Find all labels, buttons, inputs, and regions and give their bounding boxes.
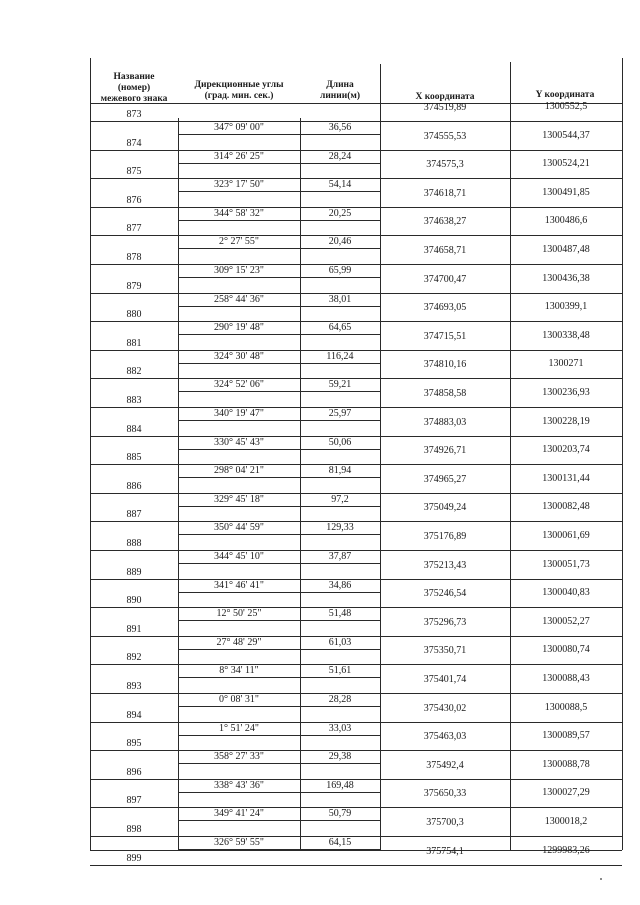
directional-angle: 329° 45' 18" [214, 493, 264, 505]
line-length: 61,03 [328, 636, 352, 648]
point-name: 880 [126, 309, 142, 321]
line-length: 59,21 [328, 379, 352, 391]
x-coordinate: 375463,03 [423, 731, 467, 743]
y-coordinate: 1300487,48 [542, 244, 590, 255]
directional-angle: 344° 58' 32" [214, 207, 264, 219]
header-angle-column [178, 80, 300, 102]
point-name: 897 [126, 795, 142, 807]
x-coordinate: 374658,71 [423, 245, 467, 256]
segment-rule [178, 677, 380, 678]
line-length: 81,94 [328, 465, 352, 477]
y-coordinate: 1300491,85 [542, 186, 590, 198]
y-coordinate: 1300061,69 [542, 530, 590, 541]
directional-angle: 358° 27' 33" [214, 751, 264, 763]
directional-angle: 338° 43' 36" [214, 779, 264, 791]
table-col-divider-2 [300, 118, 301, 850]
directional-angle: 341° 46' 41" [214, 579, 264, 591]
line-length: 129,33 [326, 522, 354, 534]
line-length: 54,14 [328, 179, 352, 191]
directional-angle: 258° 44' 36" [214, 293, 264, 305]
table-col-divider-4 [510, 62, 511, 850]
point-name: 898 [126, 824, 142, 835]
x-coordinate: 375430,02 [423, 702, 467, 714]
header-angle-line-2: (град. мин. сек.) [204, 91, 274, 101]
segment-rule [178, 163, 380, 164]
segment-rule [178, 592, 380, 593]
directional-angle: 340° 19' 47" [214, 408, 264, 419]
segment-rule [178, 477, 380, 478]
line-length: 36,56 [328, 122, 352, 133]
x-coordinate: 375754,1 [426, 845, 464, 857]
line-length: 169,48 [326, 779, 354, 791]
x-coordinate: 374810,16 [423, 359, 467, 371]
segment-rule [178, 620, 380, 621]
x-coordinate: 375176,89 [423, 531, 467, 542]
x-coordinate: 374693,05 [423, 302, 467, 314]
x-coordinate: 375650,33 [423, 788, 467, 800]
y-coordinate: 1300088,5 [544, 701, 588, 713]
line-length: 64,65 [328, 322, 352, 334]
header-name-line-2: (номер) [117, 83, 151, 93]
line-length: 97,2 [331, 493, 349, 505]
y-coordinate: 1300082,48 [542, 501, 590, 513]
directional-angle: 298° 04' 21" [214, 465, 264, 477]
line-length: 33,03 [328, 722, 352, 734]
segment-rule [178, 735, 380, 736]
x-coordinate: 374575,3 [426, 159, 464, 171]
point-name: 879 [126, 280, 142, 292]
x-coordinate: 375296,73 [423, 616, 467, 628]
directional-angle: 324° 52' 06" [214, 379, 264, 391]
segment-rule [178, 363, 380, 364]
y-coordinate: 1299983,26 [542, 844, 590, 856]
point-name: 890 [126, 595, 142, 607]
point-name: 891 [126, 623, 142, 635]
x-coordinate: 375401,74 [423, 674, 467, 685]
directional-angle: 324° 30' 48" [214, 350, 264, 362]
y-coordinate: 1300436,38 [542, 272, 590, 284]
point-name: 878 [126, 252, 142, 263]
line-length: 38,01 [328, 293, 352, 305]
x-coordinate: 375700,3 [426, 817, 464, 828]
y-coordinate: 1300524,21 [542, 158, 590, 170]
line-length: 51,48 [328, 608, 352, 620]
scan-speck [600, 878, 602, 880]
point-name: 886 [126, 480, 142, 492]
segment-rule [178, 506, 380, 507]
directional-angle: 1° 51' 24" [219, 722, 259, 734]
header-name-column [88, 72, 180, 105]
directional-angle: 350° 44' 59" [214, 522, 264, 534]
directional-angle: 290° 19' 48" [214, 322, 264, 334]
line-length: 64,15 [328, 837, 352, 848]
point-name: 875 [126, 166, 142, 178]
y-coordinate: 1300088,43 [542, 673, 590, 684]
directional-angle: 323° 17' 50" [214, 179, 264, 191]
point-name: 881 [126, 337, 142, 349]
x-coordinate: 375492,4 [426, 759, 464, 771]
y-coordinate: 1300236,93 [542, 387, 590, 398]
line-length: 25,97 [328, 408, 352, 419]
segment-rule [178, 191, 380, 192]
x-coordinate: 374883,03 [423, 416, 467, 428]
table-col-divider-1 [178, 118, 179, 850]
line-length: 34,86 [328, 579, 352, 591]
header-x-column: X координата [415, 92, 475, 102]
header-name-line-3: межевого знака [100, 94, 168, 104]
directional-angle: 330° 45' 43" [214, 436, 264, 448]
segment-rule [178, 220, 380, 221]
directional-angle: 12° 50' 25" [216, 608, 262, 620]
point-name: 894 [126, 709, 142, 721]
point-name: 876 [126, 194, 142, 206]
header-name-line-1: Название [113, 72, 155, 82]
directional-angle: 309° 15' 23" [214, 265, 264, 276]
directional-angle: 8° 34' 11" [219, 665, 259, 677]
segment-rule [178, 534, 380, 535]
table-right-border [622, 58, 623, 850]
point-name: 887 [126, 509, 142, 521]
segment-rule [178, 391, 380, 392]
point-name: 893 [126, 681, 142, 692]
x-coordinate: 375350,71 [423, 645, 467, 657]
row-rule [90, 865, 622, 866]
segment-rule [178, 849, 380, 850]
point-name: 899 [126, 852, 142, 864]
point-name: 882 [126, 366, 142, 378]
line-length: 29,38 [328, 751, 352, 763]
x-coordinate: 375049,24 [423, 502, 467, 514]
y-coordinate: 1300080,74 [542, 644, 590, 656]
y-coordinate: 1300338,48 [542, 329, 590, 341]
point-name: 892 [126, 652, 142, 664]
x-coordinate: 374519,89 [423, 102, 467, 113]
segment-rule [178, 563, 380, 564]
segment-rule [178, 420, 380, 421]
line-length: 37,87 [328, 551, 352, 562]
directional-angle: 2° 27' 55" [219, 236, 259, 248]
y-coordinate: 1300544,37 [542, 129, 590, 141]
point-name: 888 [126, 538, 142, 549]
directional-angle: 27° 48' 29" [216, 636, 262, 648]
line-length: 20,25 [328, 207, 352, 219]
point-name: 877 [126, 223, 142, 235]
line-length: 20,46 [328, 236, 352, 248]
x-coordinate: 374638,27 [423, 216, 467, 228]
point-name: 873 [126, 109, 142, 120]
directional-angle: 314° 26' 25" [214, 150, 264, 162]
segment-rule [178, 820, 380, 821]
header-angle-line-1: Дирекционные углы [194, 80, 284, 90]
directional-angle: 344° 45' 10" [214, 551, 264, 562]
header-y-column: Y координата [535, 90, 595, 100]
segment-rule [178, 792, 380, 793]
header-length-line-2: линии(м) [319, 91, 361, 101]
y-coordinate: 1300271 [548, 358, 584, 370]
point-name: 883 [126, 395, 142, 406]
x-coordinate: 375246,54 [423, 588, 467, 600]
segment-rule [178, 134, 380, 135]
y-coordinate: 1300203,74 [542, 444, 590, 456]
point-name: 874 [126, 137, 142, 149]
x-coordinate: 374858,58 [423, 388, 467, 399]
x-coordinate: 374700,47 [423, 273, 467, 285]
table-col-divider-3 [380, 64, 381, 850]
y-coordinate: 1300051,73 [542, 558, 590, 570]
y-coordinate: 1300486,6 [544, 215, 588, 227]
y-coordinate: 1300027,29 [542, 787, 590, 799]
segment-rule [178, 334, 380, 335]
segment-rule [178, 449, 380, 450]
point-name: 895 [126, 738, 142, 750]
segment-rule [178, 248, 380, 249]
segment-rule [178, 763, 380, 764]
directional-angle: 0° 08' 31" [219, 694, 259, 705]
y-coordinate: 1300018,2 [544, 816, 588, 827]
y-coordinate: 1300399,1 [544, 301, 588, 313]
line-length: 28,24 [328, 150, 352, 162]
y-coordinate: 1300052,27 [542, 615, 590, 627]
directional-angle: 326° 59' 55" [214, 837, 264, 848]
segment-rule [178, 306, 380, 307]
directional-angle: 347° 09' 00" [214, 122, 264, 133]
x-coordinate: 374715,51 [423, 330, 467, 342]
x-coordinate: 374555,53 [423, 130, 467, 142]
point-name: 889 [126, 566, 142, 578]
point-name: 885 [126, 452, 142, 464]
line-length: 65,99 [328, 265, 352, 276]
y-coordinate: 1300089,57 [542, 730, 590, 742]
line-length: 51,61 [328, 665, 352, 677]
segment-rule [178, 277, 380, 278]
line-length: 50,79 [328, 808, 352, 820]
segment-rule [178, 649, 380, 650]
x-coordinate: 374965,27 [423, 473, 467, 485]
line-length: 28,28 [328, 694, 352, 705]
y-coordinate: 1300088,78 [542, 758, 590, 770]
y-coordinate: 1300131,44 [542, 472, 590, 484]
y-coordinate: 1300040,83 [542, 587, 590, 599]
x-coordinate: 374926,71 [423, 445, 467, 457]
directional-angle: 349° 41' 24" [214, 808, 264, 820]
line-length: 116,24 [326, 350, 354, 362]
x-coordinate: 374618,71 [423, 187, 467, 199]
header-length-line-1: Длина [326, 80, 354, 90]
y-coordinate: 1300552,5 [544, 101, 588, 112]
line-length: 50,06 [328, 436, 352, 448]
segment-rule [178, 706, 380, 707]
y-coordinate: 1300228,19 [542, 415, 590, 427]
header-length-column [300, 80, 380, 102]
x-coordinate: 375213,43 [423, 559, 467, 571]
point-name: 896 [126, 766, 142, 778]
point-name: 884 [126, 423, 142, 435]
